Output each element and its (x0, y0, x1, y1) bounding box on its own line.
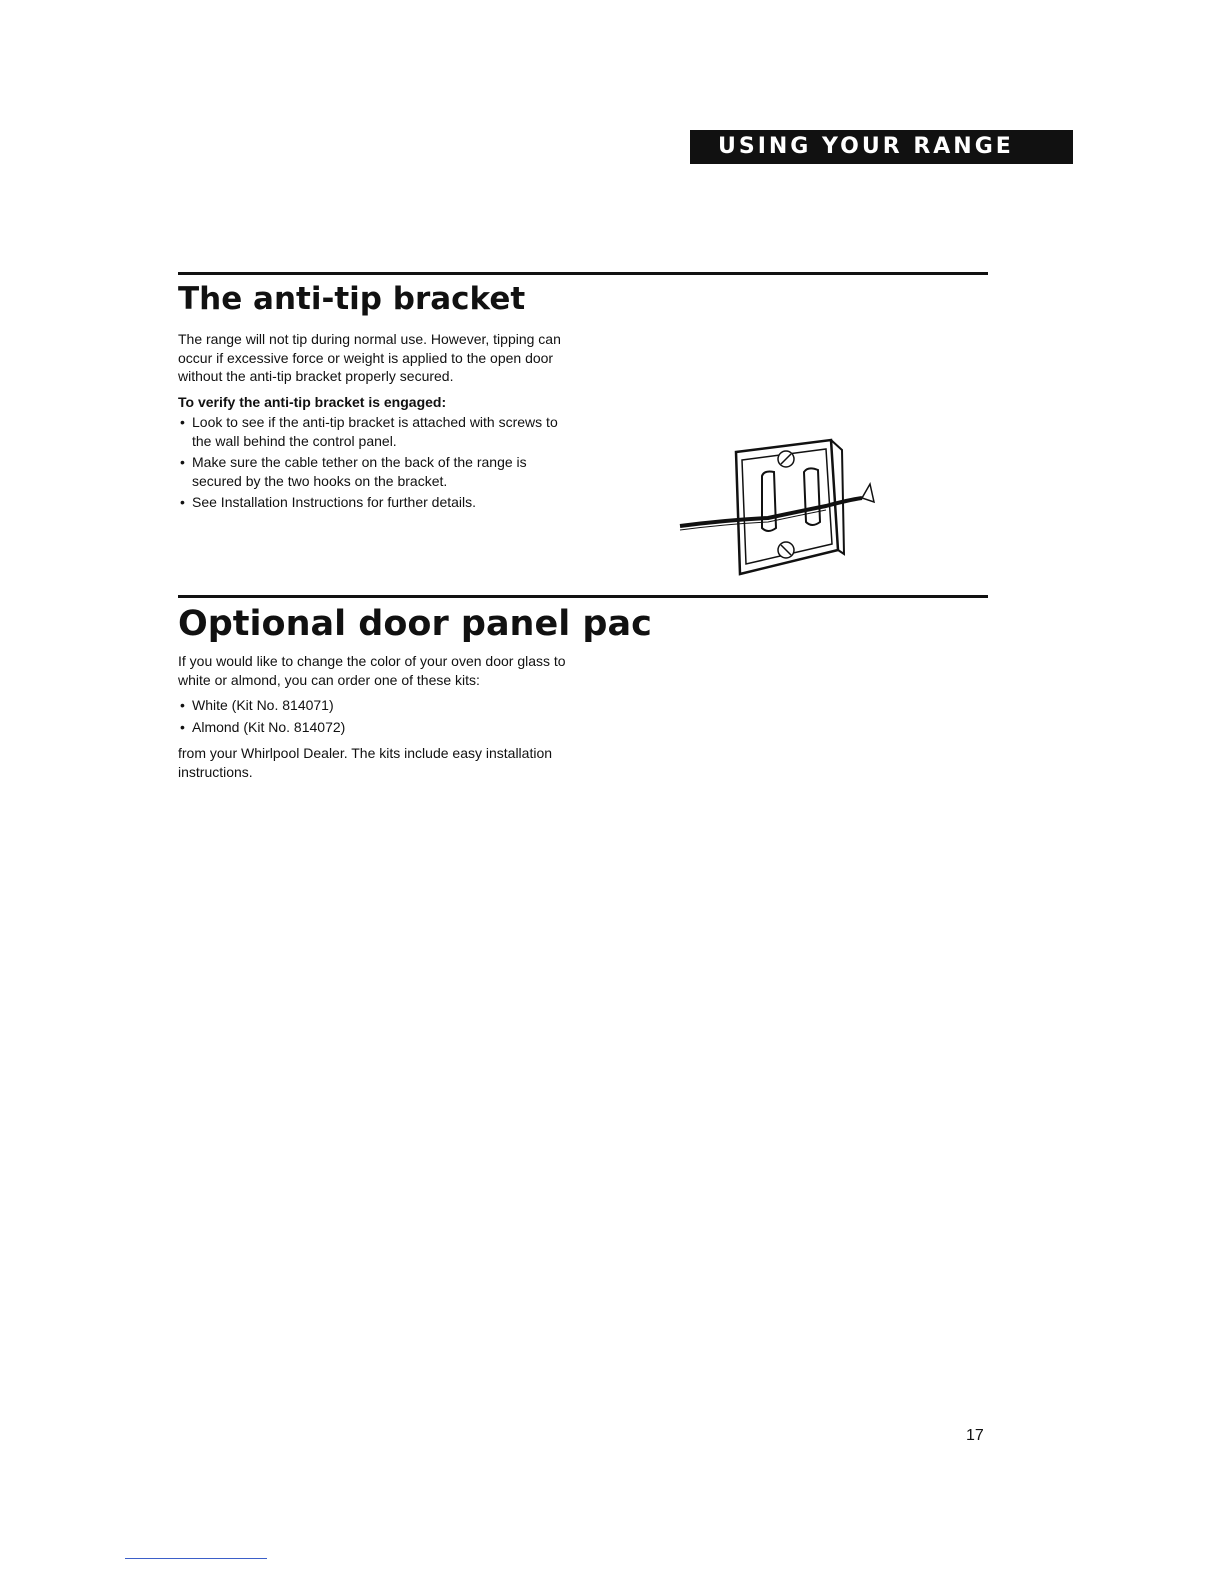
list-item: • Look to see if the anti-tip bracket is attached with screws to the wall behind the control panel. (178, 413, 578, 450)
list-item: • See Installation Instructions for further details. (178, 493, 578, 512)
section-divider (178, 595, 988, 598)
verify-list (178, 413, 578, 512)
anti-tip-body (178, 330, 578, 515)
section-divider (178, 272, 988, 275)
verify-lead: To verify the anti-tip bracket is engaged: (178, 393, 447, 410)
anti-tip-title: The anti-tip bracket (178, 281, 526, 317)
list-item: • Almond (Kit No. 814072) (178, 718, 578, 737)
list-item: • Make sure the cable tether on the back of the range is secured by the two hooks on the bracket. (178, 453, 578, 490)
page-number: 17 (966, 1427, 984, 1444)
list-item: • White (Kit No. 814071) (178, 696, 578, 715)
section-header-banner: USING YOUR RANGE (690, 130, 1073, 164)
door-panel-intro: If you would like to change the color of your oven door glass to white or almond, you can order one of these kits: (178, 653, 566, 688)
anti-tip-intro: The range will not tip during normal use. However, tipping can occur if excessive force or weight is applied to the open door without the anti-tip bracket properly secured. (178, 331, 561, 384)
door-panel-title: Optional door panel pac (178, 604, 652, 644)
door-panel-body (178, 652, 578, 788)
door-panel-closing: from your Whirlpool Dealer. The kits include easy installation instructions. (178, 745, 553, 780)
footer-rule (125, 1558, 267, 1559)
anti-tip-bracket-illustration (676, 432, 892, 582)
kit-list (178, 696, 578, 736)
